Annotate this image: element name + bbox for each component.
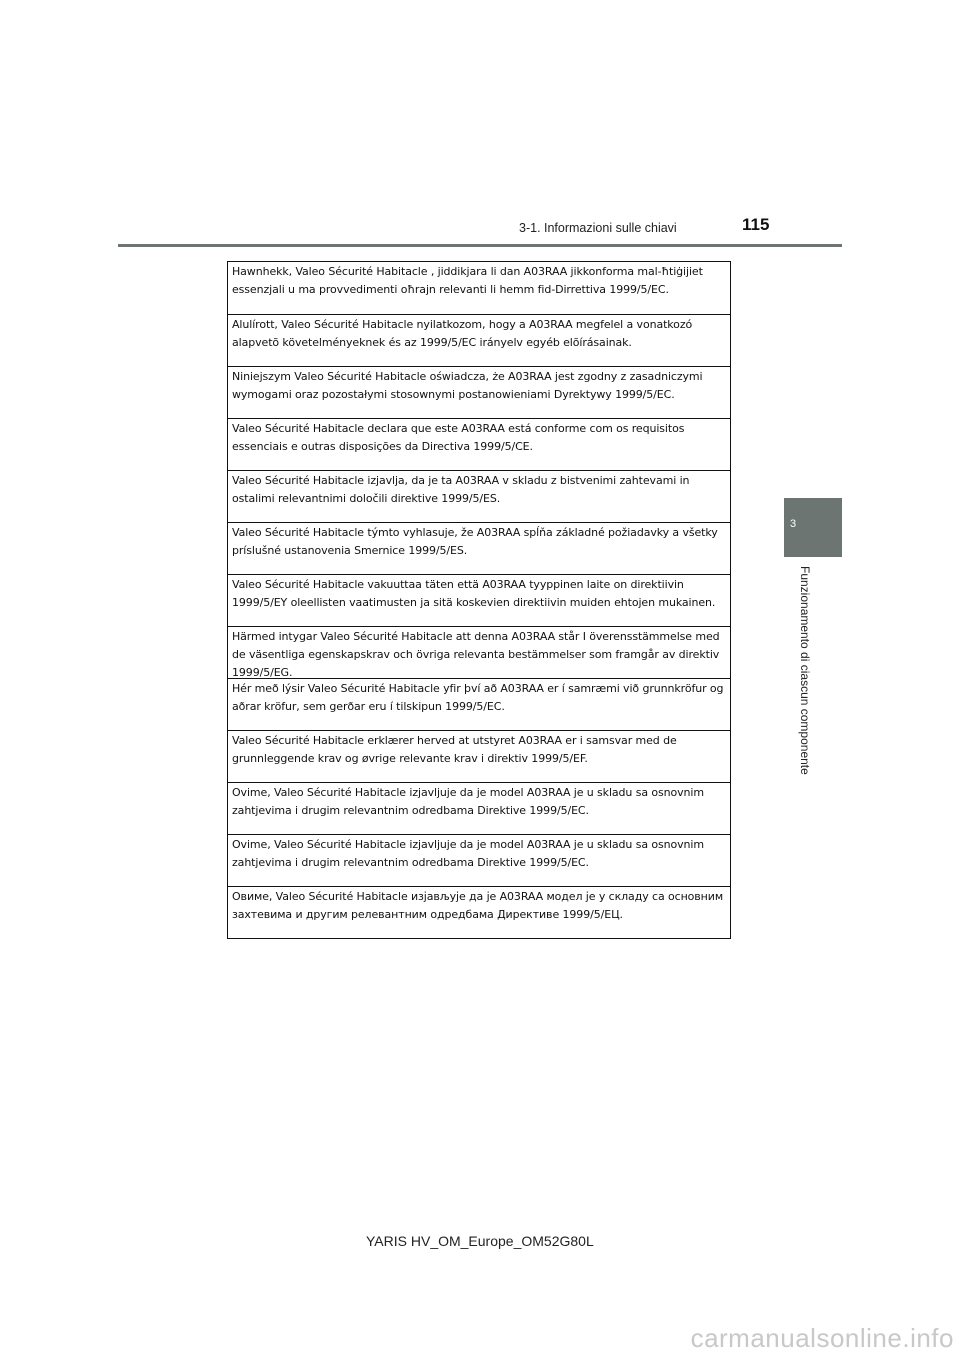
declaration-swedish: Härmed intygar Valeo Sécurité Habitacle att denna A03RAA står I överensstämmelse med de väsentliga egenskapskrav och övriga relevanta bestämmelser som framgår av direktiv 1999/5/EG.	[228, 626, 730, 678]
declaration-slovenian: Valeo Sécurité Habitacle izjavlja, da je ta A03RAA v skladu z bistvenimi zahtevami in ostalimi relevantnimi določili direktive 1999/5/ES.	[228, 470, 730, 522]
watermark: carmanualsonline.info	[690, 1323, 954, 1353]
chapter-tab	[784, 498, 842, 557]
document-id: YARIS HV_OM_Europe_OM52G80L	[366, 1233, 594, 1249]
declaration-hungarian: Alulírott, Valeo Sécurité Habitacle nyilatkozom, hogy a A03RAA megfelel a vonatkozó alapvetõ követelményeknek és az 1999/5/EC irányelv egyéb elõírásainak.	[228, 314, 730, 366]
declaration-finnish: Valeo Sécurité Habitacle vakuuttaa täten että A03RAA tyyppinen laite on direktiivin 1999/5/EY oleellisten vaatimusten ja sitä koskevien direktiivin muiden ehtojen mukainen.	[228, 574, 730, 626]
declaration-maltese: Hawnhekk, Valeo Sécurité Habitacle , jiddikjara li dan A03RAA jikkonforma mal-ħtiġijiet essenzjali u ma provvedimenti oħrajn relevanti li hemm fid-Dirrettiva 1999/5/EC.	[232, 265, 703, 296]
declaration-serbian: Овиме, Valeo Sécurité Habitacle изјављује да је A03RAA модел је у складу са основним захтевима и другим релевантним одредбама Директиве 1999/5/ЕЦ.	[228, 886, 730, 938]
declaration-slovak: Valeo Sécurité Habitacle týmto vyhlasuje, že A03RAA spĺňa základné požiadavky a všetky príslušné ustanovenia Smernice 1999/5/ES.	[228, 522, 730, 574]
declaration-table	[227, 261, 731, 939]
page-number: 115	[742, 215, 770, 234]
section-title: 3-1. Informazioni sulle chiavi	[519, 221, 677, 235]
chapter-number: 3	[789, 518, 797, 530]
declaration-portuguese: Valeo Sécurité Habitacle declara que este A03RAA está conforme com os requisitos essenciais e outras disposições da Directiva 1999/5/CE.	[228, 418, 730, 470]
declaration-montenegrin: Ovime, Valeo Sécurité Habitacle izjavljuje da je model A03RAA je u skladu sa osnovnim zahtjevima i drugim relevantnim odredbama Direktive 1999/5/EC.	[228, 834, 730, 886]
chapter-title: Funzionamento di ciascun componente	[798, 566, 812, 775]
declaration-croatian: Ovime, Valeo Sécurité Habitacle izjavljuje da je model A03RAA je u skladu sa osnovnim zahtjevima i drugim relevantnim odredbama Direktive 1999/5/EC.	[228, 782, 730, 834]
header-divider	[118, 244, 842, 247]
declaration-polish: Niniejszym Valeo Sécurité Habitacle oświadcza, że A03RAA jest zgodny z zasadniczymi wymogami oraz pozostałymi stosownymi postanowieniami Dyrektywy 1999/5/EC.	[228, 366, 730, 418]
declaration-icelandic: Hér með lýsir Valeo Sécurité Habitacle yfir því að A03RAA er í samræmi við grunnkröfur og aðrar kröfur, sem gerðar eru í tilskipun 1999/5/EC.	[228, 678, 730, 730]
declaration-norwegian: Valeo Sécurité Habitacle erklærer herved at utstyret A03RAA er i samsvar med de grunnleggende krav og øvrige relevante krav i direktiv 1999/5/EF.	[228, 730, 730, 782]
